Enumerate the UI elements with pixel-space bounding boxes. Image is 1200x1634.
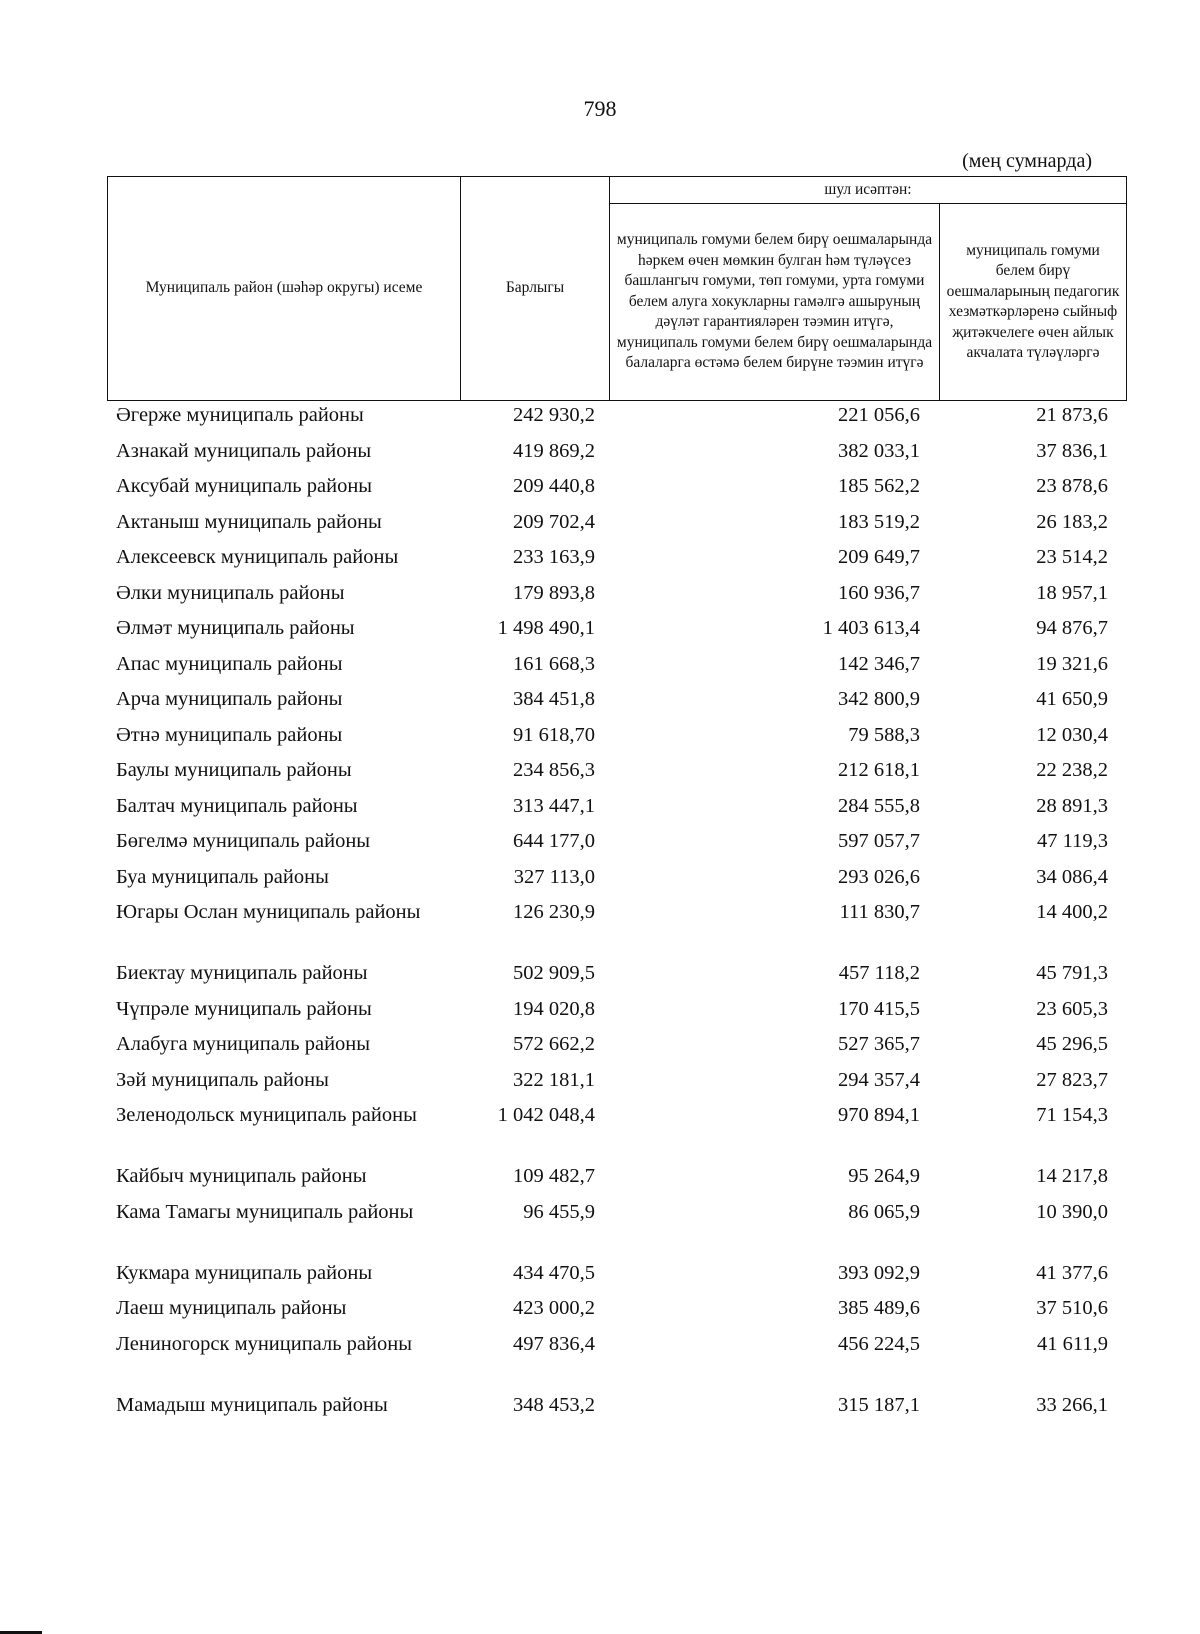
- row-name: Алексеевск муниципаль районы: [116, 546, 399, 568]
- header-name-column: Муниципаль район (шәһәр округы) исеме: [108, 177, 461, 401]
- row-value-b: 23 514,2: [1036, 546, 1108, 568]
- row-value-b: 14 400,2: [1036, 901, 1108, 923]
- row-value-b: 12 030,4: [1036, 723, 1108, 746]
- row-total: 348 453,2: [513, 1393, 595, 1416]
- table-row: [0, 544, 1200, 580]
- row-name: Югары Ослан муниципаль районы: [116, 901, 421, 923]
- row-total: 644 177,0: [513, 830, 595, 852]
- page-number: 798: [583, 96, 617, 121]
- row-name: Әтнә муниципаль районы: [116, 723, 343, 746]
- row-name: Балтач муниципаль районы: [116, 794, 358, 817]
- row-name: Лаеш муниципаль районы: [116, 1297, 347, 1319]
- header-column-a: муниципаль гомуми белем бирү оешмаларында һәркем өчен мөмкин булган һәм түләүсез башлангыч гомуми, төп гомуми, урта гомуми белем алуга хокукларны гамәлгә ашыруның дәүләт гарантияләрен тәэмин итүгә, муниципаль гомуми белем бирү оешмаларында балаларга өстәмә белем бирүне тәэмин итүгә: [610, 204, 940, 401]
- row-value-b: 47 119,3: [1037, 830, 1108, 852]
- row-value-b: 14 217,8: [1036, 1165, 1108, 1187]
- table-row: [0, 793, 1200, 829]
- row-total: 91 618,70: [513, 723, 595, 746]
- row-total: 242 930,2: [513, 404, 595, 426]
- row-value-a: 315 187,1: [838, 1393, 920, 1416]
- row-value-b: 94 876,7: [1036, 617, 1108, 639]
- row-value-a: 456 224,5: [838, 1332, 920, 1355]
- table-row: [0, 1067, 1200, 1103]
- row-total: 209 702,4: [513, 510, 595, 533]
- row-value-b: 26 183,2: [1036, 510, 1108, 533]
- row-value-a: 221 056,6: [838, 404, 920, 426]
- row-total: 1 042 048,4: [497, 1104, 595, 1126]
- table-row: [0, 1392, 1200, 1428]
- row-total: 179 893,8: [513, 581, 595, 604]
- row-total: 1 498 490,1: [497, 617, 595, 639]
- table-row: [0, 473, 1200, 509]
- row-value-b: 45 791,3: [1036, 962, 1108, 984]
- row-value-a: 183 519,2: [838, 510, 920, 533]
- row-name: Чүпрәле муниципаль районы: [116, 997, 372, 1020]
- row-total: 434 470,5: [513, 1261, 595, 1284]
- header-total-column: Барлыгы: [461, 177, 610, 401]
- row-name: Азнакай муниципаль районы: [116, 439, 372, 462]
- table-row: [0, 1102, 1200, 1163]
- row-name: Зәй муниципаль районы: [116, 1068, 329, 1091]
- table-row: [0, 1163, 1200, 1199]
- row-total: 572 662,2: [513, 1033, 595, 1055]
- table-body: [0, 402, 1200, 1427]
- table-row: [0, 828, 1200, 864]
- row-value-a: 111 830,7: [839, 901, 920, 923]
- row-value-a: 457 118,2: [838, 962, 920, 984]
- row-name: Баулы муниципаль районы: [116, 759, 352, 781]
- row-total: 233 163,9: [513, 546, 595, 568]
- row-total: 497 836,4: [513, 1332, 595, 1355]
- row-total: 234 856,3: [513, 759, 595, 781]
- row-value-a: 293 026,6: [838, 865, 920, 888]
- table-row: [0, 509, 1200, 545]
- row-value-b: 41 650,9: [1036, 688, 1108, 710]
- table-header: [107, 176, 1127, 401]
- row-name: Мамадыш муниципаль районы: [116, 1393, 388, 1416]
- row-value-b: 41 377,6: [1036, 1261, 1108, 1284]
- row-name: Аксубай муниципаль районы: [116, 475, 373, 497]
- row-name: Актаныш муниципаль районы: [116, 510, 382, 533]
- table-row: [0, 1199, 1200, 1260]
- row-total: 419 869,2: [513, 439, 595, 462]
- row-value-a: 79 588,3: [848, 723, 920, 746]
- table-row: [0, 722, 1200, 758]
- table-row: [0, 996, 1200, 1032]
- table-row: [0, 615, 1200, 651]
- row-name: Лениногорск муниципаль районы: [116, 1332, 412, 1355]
- row-value-b: 19 321,6: [1036, 652, 1108, 675]
- row-value-a: 970 894,1: [838, 1104, 920, 1126]
- row-value-a: 284 555,8: [838, 794, 920, 817]
- row-value-a: 160 936,7: [838, 581, 920, 604]
- row-value-b: 10 390,0: [1036, 1200, 1108, 1223]
- row-value-b: 45 296,5: [1036, 1033, 1108, 1055]
- row-value-a: 393 092,9: [838, 1261, 920, 1284]
- row-total: 502 909,5: [513, 962, 595, 984]
- table-row: [0, 1331, 1200, 1392]
- row-value-a: 597 057,7: [838, 830, 920, 852]
- row-value-b: 41 611,9: [1037, 1332, 1108, 1355]
- header-including: шул исәптән:: [610, 177, 1127, 204]
- row-value-b: 18 957,1: [1036, 581, 1108, 604]
- row-value-a: 212 618,1: [838, 759, 920, 781]
- row-value-a: 385 489,6: [838, 1297, 920, 1319]
- row-name: Арча муниципаль районы: [116, 688, 343, 710]
- table-row: [0, 864, 1200, 900]
- table-row: [0, 899, 1200, 960]
- row-value-a: 142 346,7: [838, 652, 920, 675]
- row-total: 109 482,7: [513, 1165, 595, 1187]
- row-total: 126 230,9: [513, 901, 595, 923]
- row-total: 161 668,3: [513, 652, 595, 675]
- row-value-a: 86 065,9: [848, 1200, 920, 1223]
- table-row: [0, 438, 1200, 474]
- row-value-b: 23 605,3: [1036, 997, 1108, 1020]
- row-value-b: 34 086,4: [1036, 865, 1108, 888]
- row-value-a: 1 403 613,4: [822, 617, 920, 639]
- row-value-a: 209 649,7: [838, 546, 920, 568]
- row-total: 384 451,8: [513, 688, 595, 710]
- row-value-b: 28 891,3: [1036, 794, 1108, 817]
- row-total: 313 447,1: [513, 794, 595, 817]
- row-name: Алабуга муниципаль районы: [116, 1033, 371, 1055]
- row-name: Кама Тамагы муниципаль районы: [116, 1200, 414, 1223]
- header-column-b: муниципаль гомуми белем бирү оешмаларының педагогик хезмәткәрләренә сыйныф җитәкчелеге өчен айлык акчалата түләүләргә: [940, 204, 1127, 401]
- row-name: Әлмәт муниципаль районы: [116, 617, 355, 639]
- row-total: 96 455,9: [523, 1200, 595, 1223]
- row-name: Кайбыч муниципаль районы: [116, 1165, 367, 1187]
- row-name: Зеленодольск муниципаль районы: [116, 1104, 417, 1126]
- row-value-b: 22 238,2: [1036, 759, 1108, 781]
- row-value-a: 527 365,7: [838, 1033, 920, 1055]
- row-name: Буа муниципаль районы: [116, 865, 329, 888]
- row-value-a: 170 415,5: [838, 997, 920, 1020]
- row-value-a: 95 264,9: [848, 1165, 920, 1187]
- row-name: Апас муниципаль районы: [116, 652, 343, 675]
- row-name: Бөгелмә муниципаль районы: [116, 830, 371, 852]
- table-row: [0, 960, 1200, 996]
- row-value-a: 382 033,1: [838, 439, 920, 462]
- table-row: [0, 1260, 1200, 1296]
- row-total: 209 440,8: [513, 475, 595, 497]
- row-value-b: 37 510,6: [1036, 1297, 1108, 1319]
- row-total: 194 020,8: [513, 997, 595, 1020]
- row-value-b: 37 836,1: [1036, 439, 1108, 462]
- row-total: 327 113,0: [513, 865, 595, 888]
- row-value-b: 21 873,6: [1036, 404, 1108, 426]
- row-value-b: 71 154,3: [1036, 1104, 1108, 1126]
- row-name: Кукмара муниципаль районы: [116, 1261, 373, 1284]
- table-row: [0, 757, 1200, 793]
- row-value-a: 294 357,4: [838, 1068, 920, 1091]
- row-value-b: 23 878,6: [1036, 475, 1108, 497]
- row-name: Биектау муниципаль районы: [116, 962, 368, 984]
- table-row: [0, 1295, 1200, 1331]
- row-name: Әгерже муниципаль районы: [116, 404, 364, 426]
- row-total: 322 181,1: [513, 1068, 595, 1091]
- row-value-a: 342 800,9: [838, 688, 920, 710]
- row-name: Әлки муниципаль районы: [116, 581, 345, 604]
- table-row: [0, 1031, 1200, 1067]
- row-total: 423 000,2: [513, 1297, 595, 1319]
- table-row: [0, 686, 1200, 722]
- row-value-a: 185 562,2: [838, 475, 920, 497]
- row-value-b: 27 823,7: [1036, 1068, 1108, 1091]
- units-label: (мең сумнарда): [962, 150, 1092, 172]
- row-value-b: 33 266,1: [1036, 1393, 1108, 1416]
- table-row: [0, 651, 1200, 687]
- table-row: [0, 580, 1200, 616]
- table-row: [0, 402, 1200, 438]
